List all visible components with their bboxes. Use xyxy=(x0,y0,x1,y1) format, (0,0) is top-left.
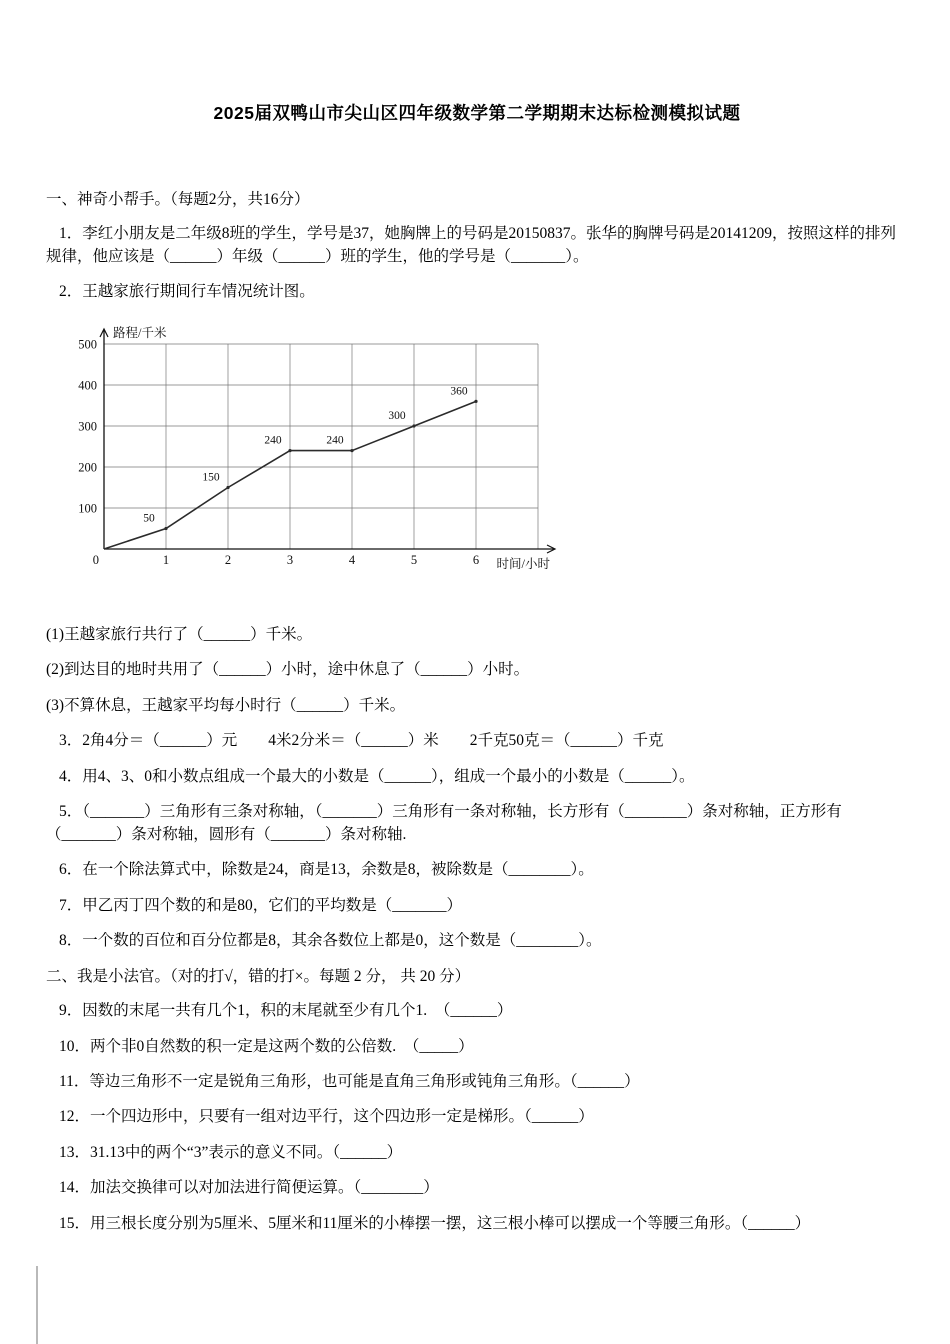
svg-text:240: 240 xyxy=(326,434,344,447)
question-13: 13．31.13中的两个“3”表示的意义不同。（______） xyxy=(59,1143,403,1161)
svg-text:100: 100 xyxy=(78,501,97,516)
section-1-heading: 一、神奇小帮手。（每题2分，共16分） xyxy=(46,191,310,208)
page-edge-mark xyxy=(36,1266,38,1344)
question-1: 1．李红小朋友是二年级8班的学生，学号是37，她胸牌上的号码是20150837。张华的胸牌号码是20141209，按照这样的排列规律，他应该是（______）年级（______）班的学生，他的学号是（_______）。 xyxy=(46,225,897,265)
svg-text:50: 50 xyxy=(143,512,155,525)
svg-text:6: 6 xyxy=(472,552,480,567)
question-14: 14．加法交换律可以对加法进行简便运算。（________） xyxy=(59,1179,439,1197)
svg-text:300: 300 xyxy=(388,409,406,422)
question-4: 4．用4、3、0和小数点组成一个最大的小数是（______），组成一个最小的小数是（______）。 xyxy=(59,767,695,785)
svg-text:0: 0 xyxy=(92,552,99,567)
travel-chart-canvas xyxy=(58,320,578,580)
question-6: 6．在一个除法算式中，除数是24，商是13，余数是8，被除数是（________）。 xyxy=(59,861,594,879)
question-3: 3．2角4分＝（______）元 4米2分米＝（______）米 2千克50克＝（______）千克 xyxy=(59,732,664,750)
svg-text:路程/千米: 路程/千米 xyxy=(113,325,167,340)
svg-text:5: 5 xyxy=(410,552,418,567)
svg-text:360: 360 xyxy=(450,385,468,398)
question-2-sub-1: (1)王越家旅行共行了（______）千米。 xyxy=(46,625,313,643)
svg-text:4: 4 xyxy=(348,552,356,567)
question-5: 5．（_______）三角形有三条对称轴，（_______）三角形有一条对称轴，长方形有（________）条对称轴，正方形有（_______）条对称轴，圆形有（_______）条对称轴. xyxy=(46,803,842,843)
question-8: 8．一个数的百位和百分位都是8，其余各数位上都是0，这个数是（________）。 xyxy=(59,932,602,950)
question-2-intro: 2．王越家旅行期间行车情况统计图。 xyxy=(59,283,315,301)
question-10: 10．两个非0自然数的积一定是这两个数的公倍数. （_____） xyxy=(59,1037,474,1055)
page-title: 2025届双鸭山市尖山区四年级数学第二学期期末达标检测模拟试题 xyxy=(213,103,741,123)
svg-text:400: 400 xyxy=(78,378,97,393)
svg-text:500: 500 xyxy=(78,337,97,352)
svg-text:200: 200 xyxy=(78,460,97,475)
question-7: 7．甲乙丙丁四个数的和是80，它们的平均数是（_______） xyxy=(59,896,463,914)
question-12: 12．一个四边形中，只要有一组对边平行，这个四边形一定是梯形。（______） xyxy=(59,1108,594,1126)
svg-text:2: 2 xyxy=(224,552,232,567)
section-2-heading: 二、我是小法官。（对的打√，错的打×。每题 2 分， 共 20 分） xyxy=(46,967,471,985)
svg-text:时间/小时: 时间/小时 xyxy=(496,556,550,571)
question-2-sub-2: (2)到达目的地时共用了（______）小时，途中休息了（______）小时。 xyxy=(46,661,530,679)
question-2-sub-3: (3)不算休息，王越家平均每小时行（______）千米。 xyxy=(46,696,406,714)
svg-text:3: 3 xyxy=(286,552,294,567)
svg-text:1: 1 xyxy=(162,552,170,567)
question-11: 11．等边三角形不一定是锐角三角形，也可能是直角三角形或钝角三角形。（______） xyxy=(59,1072,640,1090)
travel-line-chart xyxy=(58,320,578,580)
svg-text:150: 150 xyxy=(202,471,220,484)
svg-text:300: 300 xyxy=(78,419,97,434)
svg-text:240: 240 xyxy=(264,434,282,447)
question-9: 9．因数的末尾一共有几个1，积的末尾就至少有几个1. （______） xyxy=(59,1002,513,1020)
question-15: 15．用三根长度分别为5厘米、5厘米和11厘米的小棒摆一摆，这三根小棒可以摆成一个等腰三角形。（______） xyxy=(59,1214,811,1232)
